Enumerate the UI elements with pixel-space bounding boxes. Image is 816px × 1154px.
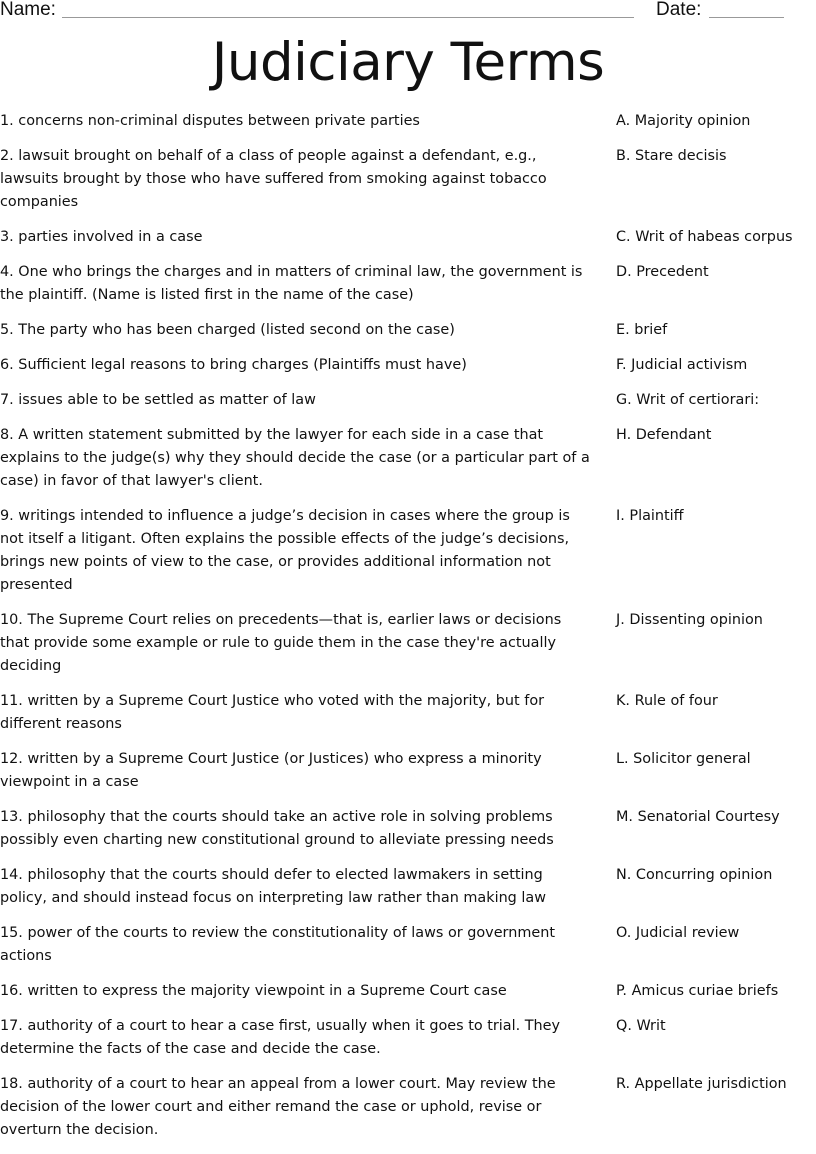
answer-option: B. Stare decisis	[616, 148, 727, 164]
matching-row	[0, 864, 816, 922]
matching-row	[0, 389, 816, 424]
clue-text: 8. A written statement submitted by the lawyer for each side in a case that explains to the judge(s) why they should decide the case (or a particular part of a case) in favor of that lawyer's client.	[0, 427, 590, 489]
matching-row	[0, 319, 816, 354]
matching-row	[0, 110, 816, 145]
matching-row	[0, 226, 816, 261]
matching-row	[0, 980, 816, 1015]
matching-row	[0, 690, 816, 748]
answer-option: N. Concurring opinion	[616, 867, 773, 883]
clue-text: 1. concerns non-criminal disputes between private parties	[0, 113, 420, 129]
matching-row	[0, 1073, 816, 1154]
matching-row	[0, 145, 816, 226]
clue-text: 11. written by a Supreme Court Justice who voted with the majority, but for different reasons	[0, 693, 545, 732]
answer-option: I. Plaintiff	[616, 508, 684, 524]
clue-text: 18. authority of a court to hear an appeal from a lower court. May review the decision of the lower court and either remand the case or uphold, revise or overturn the decision.	[0, 1076, 556, 1138]
clue-text: 14. philosophy that the courts should defer to elected lawmakers in setting policy, and should instead focus on interpreting law rather than making law	[0, 867, 546, 906]
clue-text: 17. authority of a court to hear a case first, usually when it goes to trial. They determine the facts of the case and decide the case.	[0, 1018, 561, 1057]
answer-option: M. Senatorial Courtesy	[616, 809, 780, 825]
date-field[interactable]	[709, 17, 784, 18]
clue-text: 10. The Supreme Court relies on precedents—that is, earlier laws or decisions that provide some example or rule to guide them in the case they're actually deciding	[0, 612, 562, 674]
clue-text: 5. The party who has been charged (listed second on the case)	[0, 322, 455, 338]
clue-text: 3. parties involved in a case	[0, 229, 203, 245]
answer-option: A. Majority opinion	[616, 113, 751, 129]
matching-row	[0, 261, 816, 319]
name-field[interactable]	[62, 17, 634, 18]
clue-text: 12. written by a Supreme Court Justice (or Justices) who express a minority viewpoint in a case	[0, 751, 542, 790]
matching-row	[0, 748, 816, 806]
page-title: Judiciary Terms	[211, 32, 605, 93]
clue-text: 6. Sufficient legal reasons to bring charges (Plaintiffs must have)	[0, 357, 467, 373]
answer-option: L. Solicitor general	[616, 751, 751, 767]
clue-text: 15. power of the courts to review the constitutionality of laws or government actions	[0, 925, 555, 964]
name-label: Name:	[0, 0, 56, 20]
matching-list	[0, 110, 816, 1154]
clue-text: 16. written to express the majority viewpoint in a Supreme Court case	[0, 983, 507, 999]
clue-text: 9. writings intended to influence a judge’s decision in cases where the group is not itself a litigant. Often explains the possible effects of the judge’s decisions, brings new points of view to the case, or provides additional information not presented	[0, 508, 570, 593]
matching-row	[0, 806, 816, 864]
matching-row	[0, 609, 816, 690]
answer-option: F. Judicial activism	[616, 357, 748, 373]
answer-option: K. Rule of four	[616, 693, 718, 709]
date-label: Date:	[656, 0, 702, 20]
answer-option: J. Dissenting opinion	[616, 612, 763, 628]
clue-text: 2. lawsuit brought on behalf of a class of people against a defendant, e.g., lawsuits brought by those who have suffered from smoking against tobacco companies	[0, 148, 547, 210]
matching-row	[0, 505, 816, 609]
clue-text: 7. issues able to be settled as matter of law	[0, 392, 316, 408]
answer-option: O. Judicial review	[616, 925, 740, 941]
matching-row	[0, 424, 816, 505]
answer-option: Q. Writ	[616, 1018, 666, 1034]
answer-option: H. Defendant	[616, 427, 712, 443]
matching-row	[0, 354, 816, 389]
answer-option: P. Amicus curiae briefs	[616, 983, 779, 999]
answer-option: G. Writ of certiorari:	[616, 392, 760, 408]
matching-row	[0, 1015, 816, 1073]
answer-option: D. Precedent	[616, 264, 709, 280]
answer-option: E. brief	[616, 322, 668, 338]
answer-option: R. Appellate jurisdiction	[616, 1076, 787, 1092]
clue-text: 13. philosophy that the courts should take an active role in solving problems possibly even charting new constitutional ground to alleviate pressing needs	[0, 809, 554, 848]
answer-option: C. Writ of habeas corpus	[616, 229, 793, 245]
worksheet-header	[0, 0, 816, 24]
clue-text: 4. One who brings the charges and in matters of criminal law, the government is the plaintiff. (Name is listed first in the name of the case)	[0, 264, 583, 303]
matching-row	[0, 922, 816, 980]
